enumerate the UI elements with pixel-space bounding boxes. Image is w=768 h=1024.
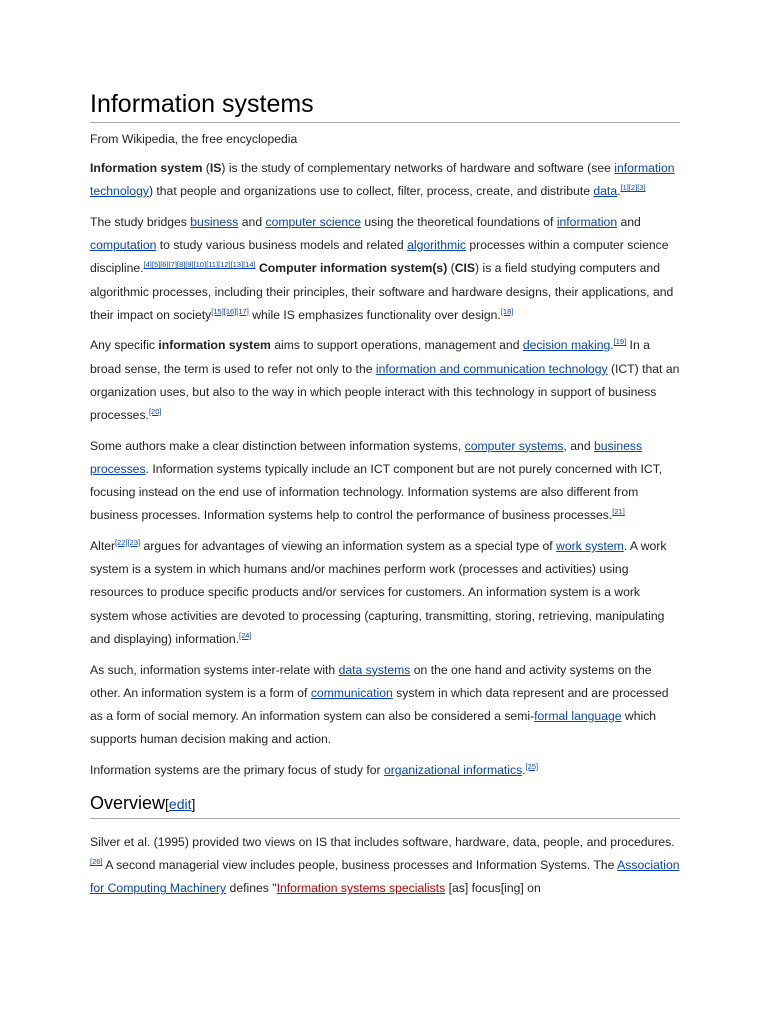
citation-group [526, 762, 539, 771]
site-tagline: From Wikipedia, the free encyclopedia [90, 132, 298, 146]
bold-term: Computer information system(s) [259, 261, 448, 276]
citation-group [612, 507, 625, 516]
section-heading-text: Overview [90, 793, 166, 814]
citation-link[interactable]: [18] [500, 306, 514, 316]
citation-link[interactable]: [26] [90, 857, 103, 867]
citation-link[interactable]: [23] [127, 537, 141, 547]
link-work-system[interactable]: work system [556, 539, 624, 554]
citation-link[interactable]: [13] [230, 260, 244, 270]
citation-link[interactable]: [3] [637, 183, 646, 193]
redlink-information-systems-specialists[interactable]: Information systems specialists [276, 881, 446, 896]
paragraph-study-bridges: The study bridges business and computer science using the theoretical foundations of information and computation to study various business models and related algorithmic processes within a computer science discipline.[4][5][6][7][8][9][10][11][12][13][14] Computer information system(s) (CIS) is a field studying computers and algorithmic processes, including their principles, their software and hardware designs, their applications, and their impact on society[15][16][17] while IS emphasizes functionality over design.[18] [90, 214, 674, 322]
link-data[interactable]: data [593, 184, 618, 199]
citation-link[interactable]: [1] [620, 183, 629, 193]
citation-group [115, 538, 140, 547]
citation-link[interactable]: [16] [223, 306, 237, 316]
citation-link[interactable]: [6] [160, 260, 169, 270]
citation-group [614, 337, 627, 346]
citation-group [501, 307, 514, 316]
paragraph-distinction: Some authors make a clear distinction between information systems, computer systems, and business processes. Information systems typically include an ICT component but are not purely concerned with ICT, focusing instead on the end use of information technology. Information systems are also different from business processes. Information systems help to control the performance of business processes.[21] [90, 438, 663, 523]
citation-link[interactable]: [11] [206, 260, 219, 270]
edit-section-link[interactable]: edit [168, 796, 192, 813]
citation-link[interactable]: [5] [151, 260, 161, 270]
citation-link[interactable]: [14] [243, 260, 256, 270]
section-heading-overview [90, 790, 680, 819]
citation-group [239, 631, 252, 640]
paragraph-silver: Silver et al. (1995) provided two views on IS that includes software, hardware, data, people, and procedures.[26] A second managerial view includes people, business processes and Information Systems. The Association for Computing Machinery defines "Information systems specialists [as] focus[ing] on [90, 835, 680, 896]
link-communication[interactable]: communication [310, 685, 393, 700]
link-formal-language[interactable]: formal language [534, 708, 622, 723]
link-ict[interactable]: information and communication technology [375, 361, 608, 376]
paragraph-specific-system: Any specific information system aims to support operations, management and decision making.[19] In a broad sense, the term is used to refer not only to the information and communication technology (ICT) that an organization uses, but also to the way in which people interact with this technology in support of business processes.[20] [90, 337, 680, 423]
citation-group [144, 260, 256, 269]
citation-link[interactable]: [17] [236, 306, 249, 316]
link-business-processes[interactable]: business processes [90, 438, 643, 476]
citation-link[interactable]: [8] [176, 260, 186, 270]
bold-term: information system [158, 338, 271, 353]
citation-link[interactable]: [4] [143, 260, 152, 270]
citation-group [211, 307, 249, 316]
link-business[interactable]: business [190, 214, 239, 229]
citation-link[interactable]: [20] [148, 406, 162, 416]
link-acm[interactable]: Association for Computing Machinery [90, 858, 680, 896]
citation-link[interactable]: [22] [115, 537, 128, 547]
citation-group [621, 183, 646, 192]
link-organizational-informatics[interactable]: organizational informatics [383, 762, 523, 777]
citation-link[interactable]: [15] [211, 306, 224, 316]
link-information[interactable]: information [556, 214, 618, 229]
citation-link[interactable]: [9] [185, 260, 194, 270]
paragraph-intro: Information system (IS) is the study of complementary networks of hardware and software (see information technology) that people and organizations use to collect, filter, process, create, and distribute data.[1][2][3] [90, 161, 675, 199]
article-content [90, 88, 680, 908]
paragraph-primary-focus: Information systems are the primary focus of study for organizational informatics.[25] [90, 761, 539, 777]
link-computation[interactable]: computation [90, 238, 157, 253]
link-computer-science[interactable]: computer science [265, 214, 361, 229]
citation-link[interactable]: [2] [628, 183, 638, 193]
bold-term: IS [209, 161, 222, 175]
link-information-technology[interactable]: information technology [90, 161, 675, 199]
link-computer-systems[interactable]: computer systems [464, 438, 564, 453]
link-decision-making[interactable]: decision making [522, 338, 611, 353]
bold-term: Information system [90, 161, 203, 175]
citation-link[interactable]: [7] [168, 260, 177, 270]
citation-link[interactable]: [12] [218, 260, 231, 270]
citation-link[interactable]: [19] [613, 337, 627, 347]
citation-link[interactable]: [10] [193, 260, 207, 270]
link-data-systems[interactable]: data systems [338, 662, 411, 677]
citation-group [90, 857, 103, 866]
citation-link[interactable]: [21] [612, 507, 625, 517]
edit-section: [edit] [165, 796, 196, 813]
citation-link[interactable]: [24] [239, 630, 252, 640]
paragraph-inter-relate: As such, information systems inter-relate with data systems on the one hand and activity systems on the other. An information system is a form of communication system in which data represent and are processed as a form of social memory. An information system can also be considered a semi-formal language which supports human decision making and action. [90, 662, 669, 747]
paragraph-alter: Alter[22][23] argues for advantages of viewing an information system as a special type of work system. A work system is a system in which humans and/or machines perform work (processes and activities) using resources to produce specific products and/or services for customers. An information system is a work system whose activities are devoted to processing (capturing, transmitting, storing, retrieving, manipulating and displaying) information.[24] [90, 537, 667, 646]
page-title: Information systems [90, 88, 680, 123]
citation-link[interactable]: [25] [525, 761, 539, 771]
link-algorithmic[interactable]: algorithmic [407, 238, 467, 253]
citation-group [149, 407, 162, 416]
bold-term: CIS [454, 261, 476, 276]
